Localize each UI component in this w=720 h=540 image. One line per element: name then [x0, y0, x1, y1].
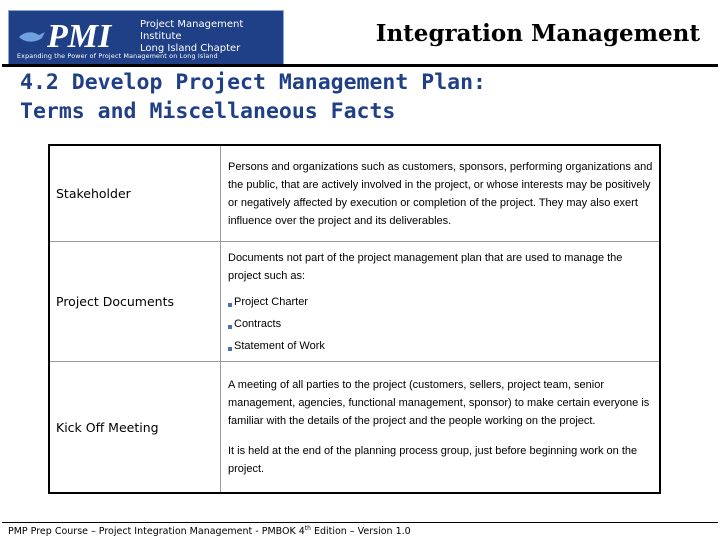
term-stakeholder: Stakeholder — [49, 145, 221, 242]
table-row — [49, 145, 660, 242]
definition-kick-off-meeting — [221, 362, 661, 494]
pmi-logo-mark-text: PMI — [47, 18, 112, 51]
header-divider — [2, 64, 718, 67]
page-title-line1: 4.2 Develop Project Management Plan: — [20, 70, 486, 95]
page-title-line2: Terms and Miscellaneous Facts — [20, 99, 396, 124]
definition-stakeholder — [221, 145, 661, 242]
pmi-logo — [8, 10, 284, 66]
definition-project-documents — [221, 242, 661, 362]
term-kick-off-meeting: Kick Off Meeting — [49, 362, 221, 494]
bullet-icon — [228, 347, 232, 351]
table-row — [49, 362, 660, 494]
table-row — [49, 242, 660, 362]
logo-tagline: Expanding the Power of Project Management on Long Island — [17, 53, 218, 60]
list-item — [228, 310, 653, 332]
list-item-label: Project Charter — [234, 296, 308, 308]
definition-text: Documents not part of the project management plan that are used to manage the project such as: — [228, 252, 623, 282]
terms-table — [48, 144, 661, 494]
logo-org-name-line1: Project Management Institute — [140, 19, 244, 42]
footer-text: PMP Prep Course – Project Integration Management - PMBOK 4 — [8, 526, 305, 538]
logo-org-name — [140, 19, 283, 55]
definition-text: Persons and organizations such as customers, sponsors, performing organizations and the public, that are actively involved in the project, or whose interests may be positively or negatively affected by execution or completion of the project. They may also exert influence over the project and its deliverables. — [228, 160, 653, 227]
pmi-logo-mark — [15, 17, 135, 51]
list-item-label: Contracts — [234, 318, 282, 330]
project-documents-list — [228, 288, 653, 354]
definition-note: It is held at the end of the planning process group, just before beginning work on the project. — [228, 445, 638, 475]
footer-divider — [2, 522, 718, 523]
footer-superscript: th — [304, 525, 311, 532]
bullet-icon — [228, 303, 232, 307]
header-title: Integration Management — [375, 20, 700, 47]
footer-text-end: Edition – Version 1.0 — [310, 526, 411, 538]
list-item-label: Statement of Work — [234, 340, 325, 352]
list-item — [228, 332, 653, 354]
page-title — [20, 68, 486, 126]
definition-text: A meeting of all parties to the project (customers, sellers, project team, senior management, agencies, functional management, sponsor) to make certain everyone is familiar with the details of the project and the people working on the project. — [228, 379, 650, 427]
term-project-documents: Project Documents — [49, 242, 221, 362]
bullet-icon — [228, 325, 232, 329]
list-item — [228, 288, 653, 310]
logo-org-name-line2: Long Island Chapter — [140, 43, 241, 54]
footer — [8, 525, 411, 537]
